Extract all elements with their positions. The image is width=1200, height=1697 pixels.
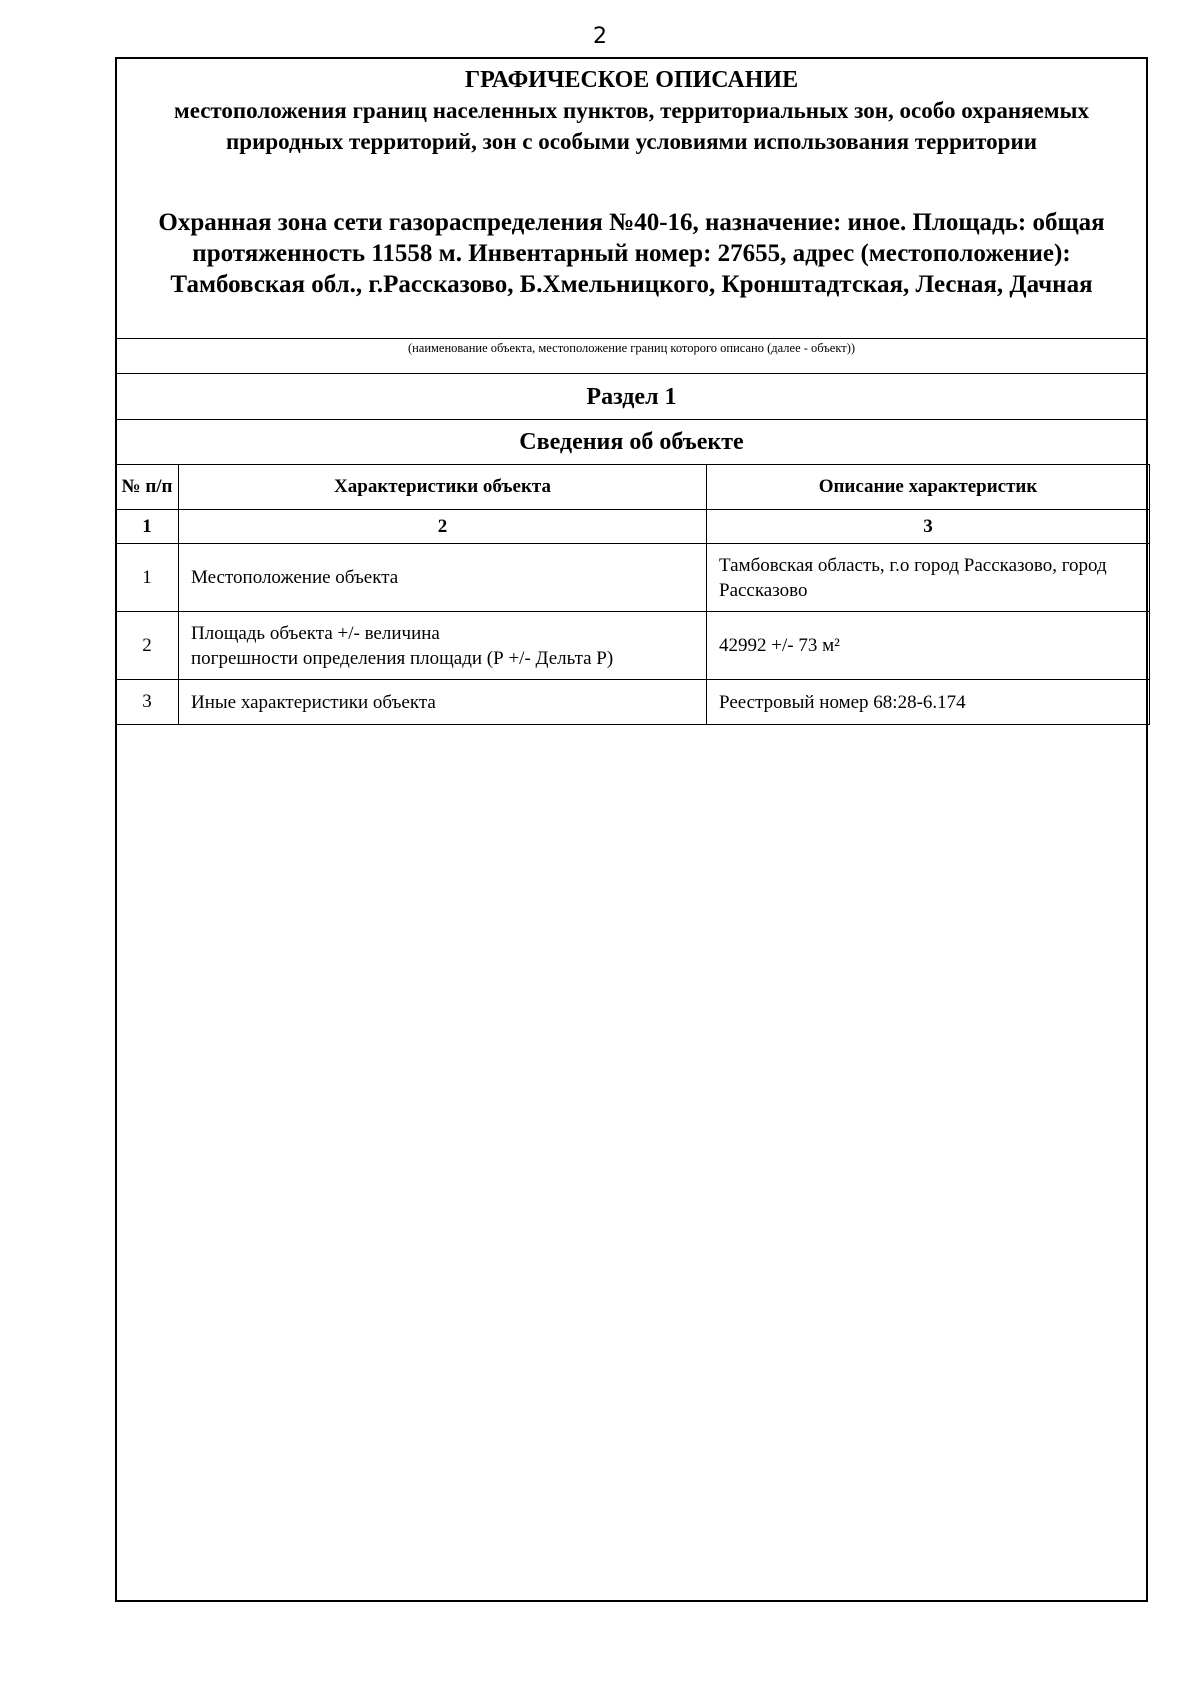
table-row (116, 544, 1150, 612)
table-row (116, 612, 1150, 680)
row-description: 42992 +/- 73 м² (707, 612, 1150, 680)
column-header-characteristic: Характеристики объекта (179, 465, 707, 510)
object-info-table (115, 464, 1150, 725)
section-title: Сведения об объекте (519, 429, 744, 455)
row-characteristic-line: погрешности определения площади (Р +/- Дельта Р) (191, 647, 614, 669)
row-characteristic (179, 612, 707, 680)
table-row (116, 680, 1150, 725)
row-characteristic: Местоположение объекта (179, 544, 707, 612)
row-description: Тамбовская область, г.о город Рассказово, город Рассказово (707, 544, 1150, 612)
document-header (117, 59, 1146, 339)
column-header-number: № п/п (116, 465, 179, 510)
table-header-row (116, 465, 1150, 510)
divider (117, 338, 1146, 339)
object-name: Охранная зона сети газораспределения №40-16, назначение: иное. Площадь: общая протяженность 11558 м. Инвентарный номер: 27655, адрес (местоположение): Тамбовская обл., г.Рассказово, Б.Хмельницкого, Кронштадтская, Лесная, Дачная (158, 209, 1105, 298)
document-frame (115, 57, 1148, 1602)
row-number: 3 (116, 680, 179, 725)
column-header-description: Описание характеристик (707, 465, 1150, 510)
object-caption: (наименование объекта, местоположение границ которого описано (далее - объект)) (407, 341, 856, 355)
divider (117, 373, 1146, 374)
column-index: 2 (179, 510, 707, 544)
column-index: 3 (707, 510, 1150, 544)
document-subtitle: местоположения границ населенных пунктов, территориальных зон, особо охраняемых природных территорий, зон с особыми условиями использования территории (174, 98, 1089, 154)
row-number: 1 (116, 544, 179, 612)
page-number: 2 (593, 24, 607, 49)
row-characteristic-line: Площадь объекта +/- величина (191, 622, 440, 644)
row-number: 2 (116, 612, 179, 680)
row-characteristic: Иные характеристики объекта (179, 680, 707, 725)
column-index: 1 (116, 510, 179, 544)
document-title: ГРАФИЧЕСКОЕ ОПИСАНИЕ (464, 67, 799, 93)
table-index-row (116, 510, 1150, 544)
row-description: Реестровый номер 68:28-6.174 (707, 680, 1150, 725)
section-label: Раздел 1 (586, 384, 677, 410)
